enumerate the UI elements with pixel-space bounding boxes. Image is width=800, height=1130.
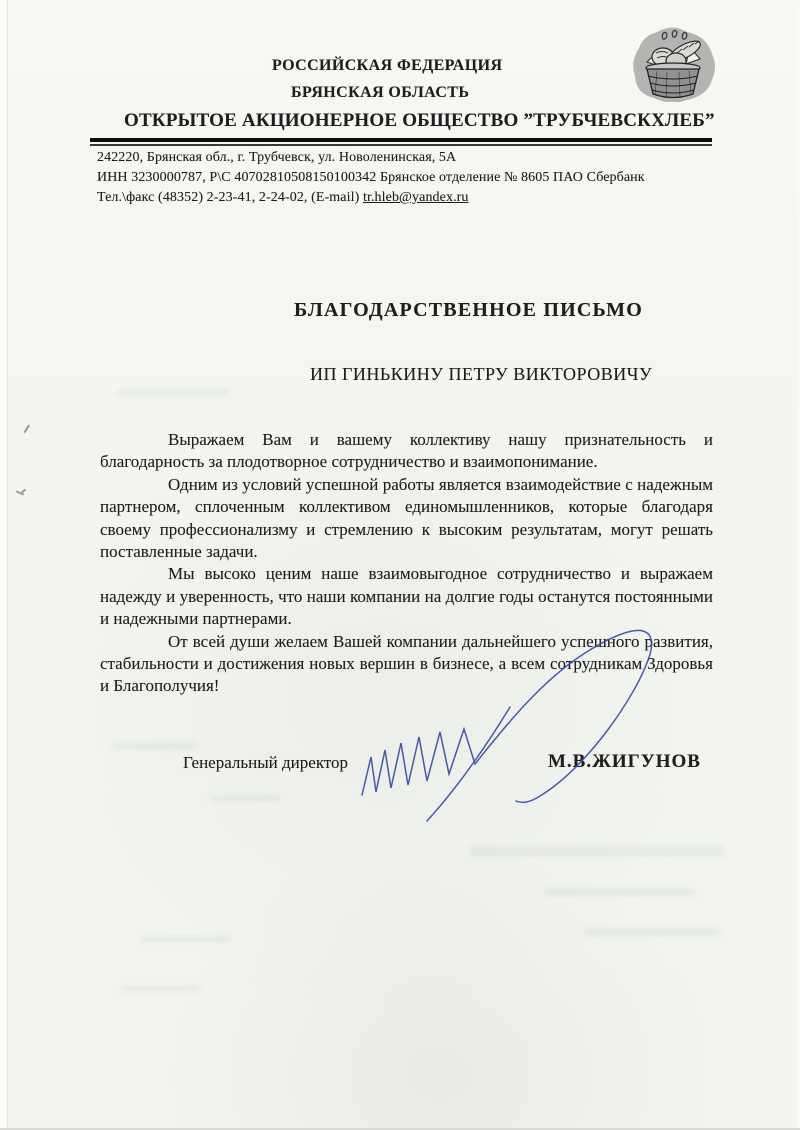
letterhead-bank-details: ИНН 3230000787, Р\С 40702810508150100342 Брянское отделение № 8605 ПАО Сбербанк bbox=[97, 170, 645, 185]
bleedthrough-mark bbox=[112, 742, 198, 750]
letter-paragraph-4: От всей души желаем Вашей компании дальнейшего успешного развития, стабильности и достижения новых вершин в бизнесе, а всем сотрудникам Здоровья и Благополучия! bbox=[100, 631, 713, 696]
letter-paragraph-1: Выражаем Вам и вашему коллективу нашу признательность и благодарность за плодотворное сотрудничество и взаимопонимание. bbox=[100, 430, 713, 472]
letter-paragraph-2: Одним из условий успешной работы является взаимодействие с надежным партнером, сплоченным коллективом единомышленников, которые благодаря своему профессионализму и стремлению к высоким результатам, могут решать поставленные задачи. bbox=[100, 474, 713, 562]
bleedthrough-mark bbox=[210, 795, 280, 802]
letter-title: БЛАГОДАРСТВЕННОЕ ПИСЬМО bbox=[294, 299, 644, 321]
bleedthrough-mark bbox=[120, 985, 200, 992]
letter-addressee: ИП ГИНЬКИНУ ПЕТРУ ВИКТОРОВИЧУ bbox=[310, 364, 653, 384]
letter-paragraph-3: Мы высоко ценим наше взаимовыгодное сотрудничество и выражаем надежду и уверенность, что наши компании на долгие годы останутся постоянными и надежными партнерами. bbox=[100, 564, 713, 629]
director-position-label: Генеральный директор bbox=[183, 753, 349, 772]
letterhead-company-name: ОТКРЫТОЕ АКЦИОНЕРНОЕ ОБЩЕСТВО ”ТРУБЧЕВСКХЛЕБ” bbox=[124, 110, 715, 131]
director-name: М.В.ЖИГУНОВ bbox=[548, 751, 701, 772]
bleedthrough-mark bbox=[118, 388, 230, 397]
stray-pen-mark bbox=[23, 425, 29, 433]
phone-fax-text: Тел.\факс (48352) 2-23-41, 2-24-02, (E-mail) bbox=[97, 190, 363, 205]
bread-basket-logo-icon bbox=[627, 26, 719, 102]
bleedthrough-mark bbox=[545, 888, 695, 897]
stray-pen-mark bbox=[21, 489, 26, 493]
letterhead-rule-thick bbox=[90, 138, 712, 142]
bleedthrough-mark bbox=[140, 935, 230, 943]
letterhead-rule-thin bbox=[90, 144, 712, 146]
email-link[interactable]: tr.hleb@yandex.ru bbox=[362, 190, 469, 205]
bleedthrough-mark bbox=[470, 845, 725, 857]
letterhead-region: БРЯНСКАЯ ОБЛАСТЬ bbox=[291, 84, 470, 101]
scan-edge-top bbox=[0, 0, 800, 2]
handwritten-signature bbox=[300, 615, 680, 830]
letterhead-contacts bbox=[97, 190, 469, 206]
bleedthrough-mark bbox=[585, 928, 720, 937]
scan-edge-left bbox=[0, 0, 8, 1130]
letterhead-address: 242220, Брянская обл., г. Трубчевск, ул. Новоленинская, 5А bbox=[97, 150, 457, 165]
letterhead-country: РОССИЙСКАЯ ФЕДЕРАЦИЯ bbox=[272, 57, 503, 74]
